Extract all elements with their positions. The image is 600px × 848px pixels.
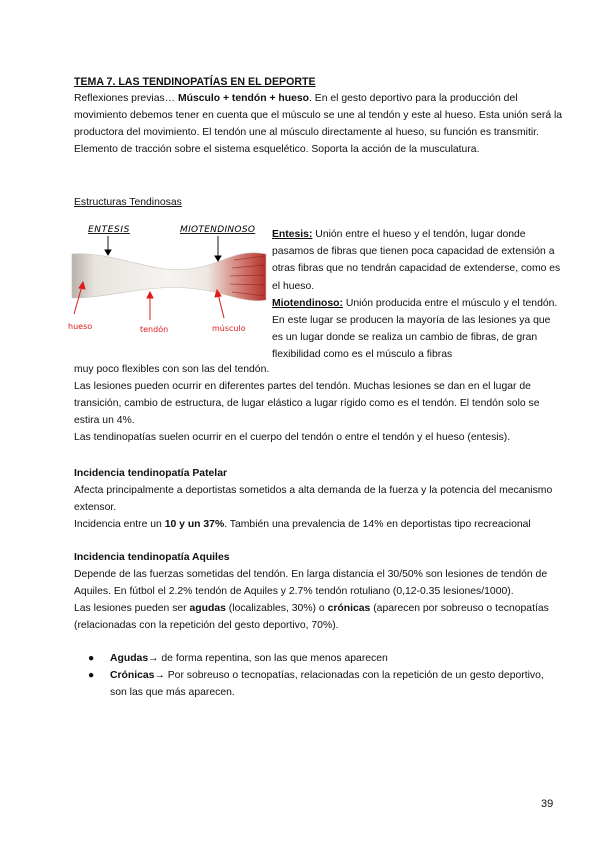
label-tendon: tendón [140,325,169,334]
aquiles-text2e: (aparecen por sobreuso o tecnopatías (relacionadas con la repetición del gesto deportivo, 70%). [74,603,549,631]
aquiles-text1: Depende de las fuerzas sometidas del tendón. En larga distancia el 30/50% son lesiones de tendón de Aquiles. En fútbol el 2.2% tendón de Aquiles y 2.7% tendón rotuliano (0,12-0.35 lesiones/1000). [74,569,548,597]
lesiones-paragraph: Las lesiones pueden ocurrir en diferentes partes del tendón. Muchas lesiones se dan en el lugar de transición, cambio de estructura, de lugar elástico a lugar rígido como es el tendón. El tendón solo se estira un 4%. [74,381,540,426]
arrow-icon: → [148,653,159,664]
aquiles-section [74,549,564,634]
page-title: TEMA 7. LAS TENDINOPATÍAS EN EL DEPORTE [74,76,316,88]
entesis-term: Entesis: [272,229,313,240]
patelar-text1: Afecta principalmente a deportistas sometidos a alta demanda de la fuerza y la potencia del mecanismo extensor. [74,485,553,513]
intro-text1: . En el gesto deportivo para la producción del movimiento debemos tener en cuenta que el músculo se une al tendón y este al hueso. Esta unión será la productora del movimiento. El tendón une al músculo directamente al hueso, su función es transmitir. [74,93,563,138]
aquiles-text2d: crónicas [327,603,371,614]
bullet-text: Por sobreuso o tecnopatías, relacionadas con la repetición de un gesto deportivo, son las que más aparecen. [110,670,544,698]
intro-lead: Reflexiones previas… [74,93,178,104]
patelar-heading: Incidencia tendinopatía Patelar [74,468,228,479]
label-musculo: músculo [212,324,246,333]
structures-heading: Estructuras Tendinosas [74,197,182,208]
aquiles-text2c: (localizables, 30%) o [225,603,328,614]
miotendinoso-term: Miotendinoso: [272,297,343,309]
aquiles-text2a: Las lesiones pueden ser [74,603,190,614]
entesis-text: Unión entre el hueso y el tendón, lugar donde pasamos de fibras que tienen poca capacidad de extensión a otras fibras que no tendrán capacidad de extenderse, como es el hueso. [272,229,561,292]
black-arrows [105,236,221,261]
lesiones-section [74,361,564,446]
patelar-section [74,465,564,533]
bullet-term: Agudas [110,653,149,664]
patelar-text2a: Incidencia entre un [74,519,165,530]
miotendinoso-continuation: muy poco flexibles con son las del tendón. [74,364,270,375]
arrow-icon: → [154,670,165,681]
list-item [88,667,558,701]
tendon-figure [68,218,268,338]
intro-section [74,90,564,158]
patelar-text2b: 10 y un 37% [164,519,225,530]
intro-text2: Elemento de tracción sobre el sistema esquelético. Soporta la acción de la musculatura. [74,144,480,155]
bullet-text: de forma repentina, son las que menos aparecen [158,653,388,664]
bullet-icon: ● [88,670,95,681]
tendinopatias-paragraph: Las tendinopatías suelen ocurrir en el cuerpo del tendón o entre el tendón y el hueso (entesis). [74,432,511,443]
aquiles-text2b: agudas [189,603,226,614]
bullet-term: Crónicas [110,670,155,681]
miotendinoso-text: Unión producida entre el músculo y el tendón. En este lugar se producen la mayoría de las lesiones ya que es un lugar donde se realiza un cambio de fibras, de gran flexibilidad como es el músculo a fibras [272,297,558,361]
patelar-text2c: . También una prevalencia de 14% en deportistas tipo recreacional [224,519,531,530]
label-miotendinoso: MIOTENDINOSO [180,225,256,235]
label-entesis: ENTESIS [88,225,130,235]
structures-definitions [272,226,564,364]
label-hueso: hueso [68,322,93,331]
bullet-icon: ● [88,653,95,664]
list-item [88,650,558,667]
intro-bold: Músculo + tendón + hueso [177,93,310,104]
aquiles-heading: Incidencia tendinopatía Aquiles [74,552,230,563]
page-number: 39 [541,798,554,810]
tendon-shape [72,253,266,301]
lesion-type-list [88,650,558,701]
